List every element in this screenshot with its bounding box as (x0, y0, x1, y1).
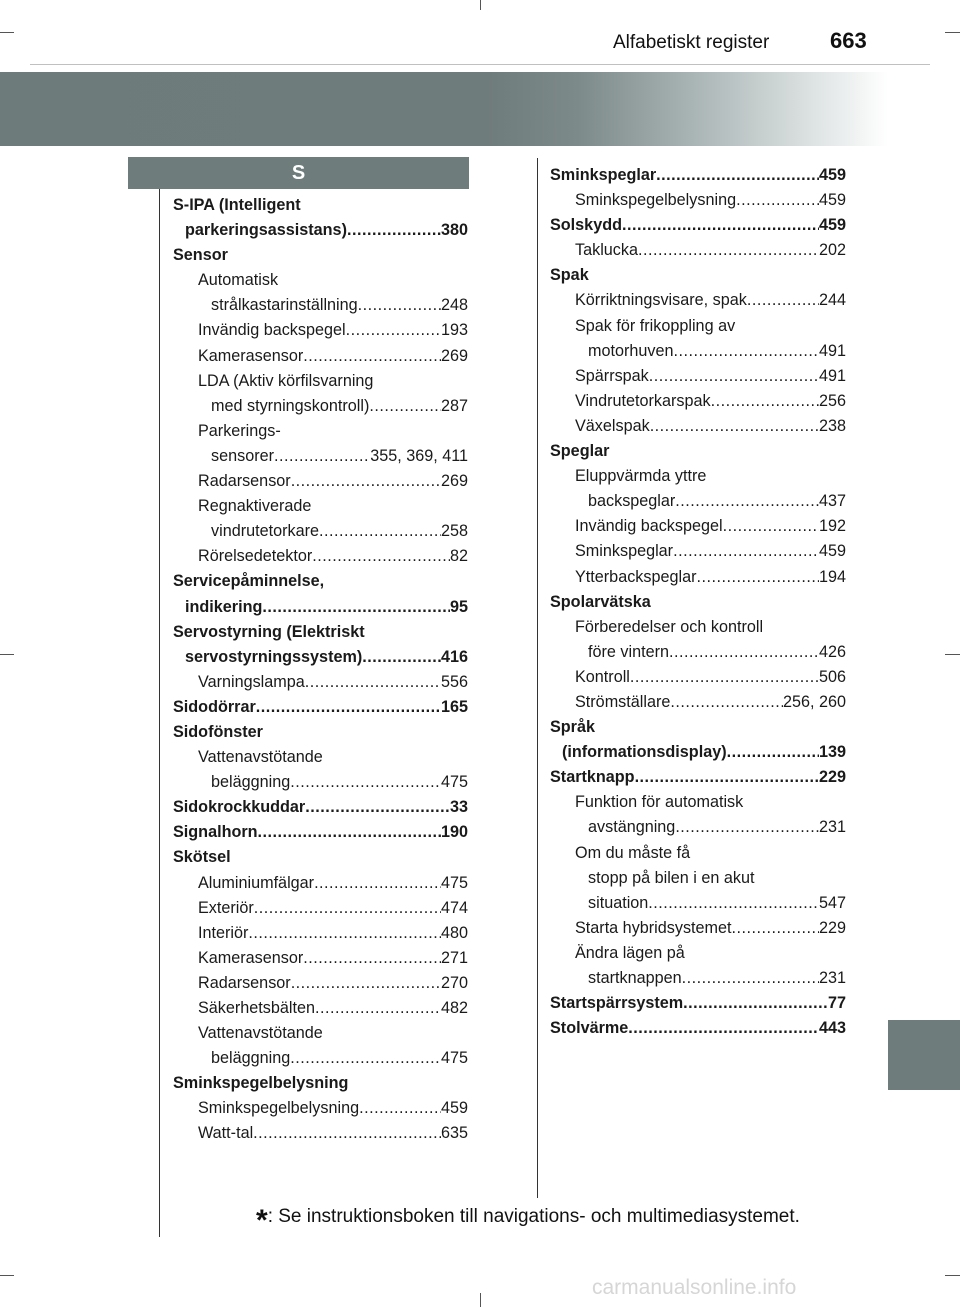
index-entry-leader (630, 665, 819, 690)
index-entry-leader (635, 765, 819, 790)
index-entry-page: 194 (818, 567, 846, 586)
index-entry-text: S-IPA (Intelligent (173, 196, 301, 214)
index-entry-text: startknappen (588, 969, 682, 987)
index-entry-text: indikering (185, 597, 263, 616)
index-entry (173, 519, 468, 544)
index-entry-leader (312, 544, 450, 569)
index-entry (173, 1096, 468, 1121)
index-entry (173, 795, 468, 820)
index-entry (173, 695, 468, 720)
index-entry (550, 414, 846, 439)
index-entry-page: 238 (818, 416, 846, 435)
index-entry-leader (675, 489, 819, 514)
index-entry (550, 665, 846, 690)
index-entry-leader (723, 514, 819, 539)
index-entry-text: Körriktningsvisare, spak (575, 291, 747, 310)
index-entry-leader (669, 640, 819, 665)
index-entry-page: 475 (440, 773, 468, 792)
index-entry-leader (305, 670, 441, 695)
index-entry-text: Skötsel (173, 848, 231, 867)
index-entry-leader (253, 1121, 441, 1146)
index-entry (173, 921, 468, 946)
index-entry-page: 355, 369, 411 (370, 446, 468, 465)
index-entry-text: Växelspak (575, 416, 650, 435)
index-entry-page: 547 (818, 893, 846, 912)
footnote-star: * (256, 1204, 268, 1237)
index-entry-page: 475 (440, 1049, 468, 1068)
index-entry-page: 139 (818, 743, 846, 762)
index-entry-text: Interiör (198, 923, 249, 942)
index-entry-page: 82 (449, 547, 468, 566)
index-entry (550, 690, 846, 715)
index-entry-text: Sidodörrar (173, 697, 256, 716)
index-entry-text: Startspärrsystem (550, 994, 684, 1013)
left-column-divider (159, 189, 160, 1237)
index-entry-text: Automatisk (198, 271, 279, 290)
index-entry (173, 344, 468, 369)
index-entry (173, 494, 468, 519)
footnote-text: : Se instruktionsboken till navigations- och multimediasystemet. (267, 1206, 800, 1227)
index-entry-leader (362, 645, 441, 670)
index-entry-leader (711, 389, 819, 414)
index-entry-leader (682, 966, 819, 991)
index-entry (550, 590, 846, 615)
index-entry-leader (673, 539, 819, 564)
index-entry-leader (291, 469, 441, 494)
index-entry-text: Radarsensor (198, 472, 291, 491)
index-entry-page: 491 (818, 366, 846, 385)
index-entry (173, 645, 468, 670)
index-entry (550, 238, 846, 263)
index-entry-text: LDA (Aktiv körfilsvarning (198, 371, 374, 390)
crop-mark (945, 32, 960, 33)
index-entry-text: Ytterbackspeglar (575, 567, 697, 586)
index-entry (173, 1071, 468, 1096)
index-entry-page: 33 (449, 798, 468, 817)
index-entry-page: 256, 260 (782, 692, 846, 711)
index-entry-text: Kamerasensor (198, 346, 304, 365)
index-entry (550, 1016, 846, 1041)
index-entry-text: beläggning (211, 773, 291, 792)
index-entry-page: 459 (818, 216, 846, 235)
index-entry (550, 866, 846, 891)
index-entry-text: Starta hybridsystemet (575, 918, 732, 937)
index-entry (173, 243, 468, 268)
index-entry-text: Invändig backspegel (198, 321, 346, 340)
index-entry-text: Sminkspegelbelysning (198, 1099, 360, 1118)
index-entry-text: Speglar (550, 442, 610, 461)
index-entry-text: backspeglar (588, 492, 676, 511)
index-entry-text: Exteriör (198, 898, 254, 917)
index-entry (173, 720, 468, 745)
index-entry (550, 389, 846, 414)
index-entry (173, 569, 468, 594)
index-entry-leader (369, 394, 441, 419)
index-entry (550, 715, 846, 740)
index-entry-text: Taklucka (575, 241, 638, 260)
index-entry-page: 459 (818, 191, 846, 210)
index-entry (173, 218, 468, 243)
crop-mark (945, 654, 960, 655)
watermark: carmanualsonline.info (592, 1276, 797, 1299)
index-entry-page: 229 (818, 768, 846, 787)
index-entry (550, 941, 846, 966)
index-entry-leader (622, 213, 819, 238)
index-entry-page: 77 (827, 994, 846, 1013)
index-entry-leader (696, 565, 819, 590)
index-entry (550, 565, 846, 590)
index-entry-leader (673, 339, 819, 364)
index-entry-text: Kamerasensor (198, 948, 304, 967)
index-entry (550, 464, 846, 489)
index-entry-leader (656, 163, 819, 188)
index-entry-text: vindrutetorkare (211, 522, 319, 541)
index-entry-text: Signalhorn (173, 823, 258, 842)
index-entry-page: 506 (818, 667, 846, 686)
index-side-tab (888, 1020, 960, 1090)
index-entry-page: 437 (818, 492, 846, 511)
index-entry (550, 364, 846, 389)
index-entry-text: Strömställare (575, 692, 671, 711)
index-entry-page: 475 (440, 873, 468, 892)
index-entry-leader (347, 218, 441, 243)
index-entry-leader (346, 318, 441, 343)
index-entry-text: Regnaktiverade (198, 497, 312, 516)
index-entry-leader (649, 364, 819, 389)
index-entry (173, 469, 468, 494)
index-entry-text: Sidofönster (173, 722, 263, 741)
index-entry-page: 231 (818, 969, 846, 987)
index-entry-leader (305, 795, 450, 820)
index-entry-leader (303, 946, 441, 971)
index-entry-text: situation (588, 893, 649, 912)
index-entry-leader (315, 996, 441, 1021)
index-entry-page: 202 (818, 241, 846, 260)
index-entry-leader (291, 971, 441, 996)
index-entry-page: 192 (818, 517, 846, 536)
index-entry (550, 263, 846, 288)
index-entry-leader (732, 916, 819, 941)
index-entry-text: Sidokrockkuddar (173, 798, 306, 817)
index-entry-leader (727, 740, 819, 765)
index-entry-leader (359, 1096, 441, 1121)
crop-mark (0, 654, 14, 655)
index-entry (550, 615, 846, 640)
index-entry (550, 514, 846, 539)
crop-mark (945, 1275, 960, 1276)
index-entry-text: Rörelsedetektor (198, 547, 313, 566)
index-entry (550, 841, 846, 866)
index-entry-text: (informationsdisplay) (562, 743, 727, 762)
index-entry-text: Servostyrning (Elektriskt (173, 622, 365, 641)
index-entry-text: Watt-tal (198, 1124, 254, 1143)
index-entry-text: servostyrningssystem) (185, 647, 363, 666)
index-entry (173, 871, 468, 896)
index-entry-page: 287 (440, 396, 468, 415)
center-column-divider (537, 158, 538, 1198)
index-entry-text: Spak för frikoppling av (575, 316, 736, 335)
index-entry (550, 489, 846, 514)
index-entry-leader (290, 1046, 441, 1071)
index-entry-leader (319, 519, 441, 544)
index-entry-text: Spolarvätska (550, 592, 651, 611)
index-entry (550, 439, 846, 464)
index-entry (173, 770, 468, 795)
index-entry-page: 416 (440, 647, 468, 666)
index-entry (173, 193, 468, 218)
index-entry (173, 745, 468, 770)
index-entry-leader (248, 921, 441, 946)
index-entry-page: 269 (440, 346, 468, 365)
index-entry (550, 539, 846, 564)
index-entry-page: 95 (449, 597, 468, 616)
index-entry (173, 544, 468, 569)
index-entry-text: stopp på bilen i en akut (588, 868, 755, 887)
index-entry (550, 188, 846, 213)
index-entry-page: 480 (440, 923, 468, 942)
index-entry-leader (256, 695, 441, 720)
index-entry-text: Parkerings- (198, 421, 281, 440)
index-entry-page: 190 (440, 823, 468, 842)
index-entry (550, 790, 846, 815)
index-entry-text: Sminkspegelbelysning (173, 1074, 349, 1093)
index-entry-page: 231 (818, 818, 846, 837)
index-entry (550, 640, 846, 665)
index-entry-text: Ändra lägen på (575, 943, 685, 962)
index-entry (550, 339, 846, 364)
index-entry (550, 966, 846, 991)
index-entry-text: Sminkspegelbelysning (575, 191, 737, 210)
index-entry (173, 896, 468, 921)
index-entry-page: 459 (818, 166, 846, 184)
index-entry-text: Funktion för automatisk (575, 793, 744, 812)
crop-mark (0, 32, 14, 33)
index-entry-text: med styrningskontroll) (211, 396, 370, 415)
index-entry (173, 946, 468, 971)
index-entry-page: 244 (818, 291, 846, 310)
section-letter-bar: S (128, 157, 469, 189)
index-entry-text: Om du måste få (575, 843, 691, 862)
crop-mark (0, 1275, 14, 1276)
index-entry-text: Förberedelser och kontroll (575, 617, 764, 636)
page-number: 663 (830, 28, 867, 53)
index-entry-text: Sminkspeglar (550, 166, 657, 184)
index-entry-leader (258, 820, 441, 845)
index-entry-leader (638, 238, 819, 263)
page-header-title: Alfabetiskt register (613, 32, 770, 53)
index-entry-text: Sminkspeglar (575, 542, 674, 561)
index-entry-leader (290, 770, 441, 795)
index-entry-page: 556 (440, 672, 468, 691)
index-entry (550, 288, 846, 313)
index-entry-page: 491 (818, 341, 846, 360)
index-entry-leader (628, 1016, 819, 1041)
header-rule (30, 64, 930, 65)
index-entry-leader (303, 344, 441, 369)
index-entry (173, 268, 468, 293)
index-entry-page: 380 (440, 221, 468, 240)
index-entry-leader (274, 444, 370, 469)
index-entry (173, 293, 468, 318)
index-column-left (173, 193, 468, 1147)
index-entry-text: Vattenavstötande (198, 748, 323, 767)
index-entry (173, 419, 468, 444)
index-entry-page: 459 (818, 542, 846, 561)
index-entry-text: Sensor (173, 246, 228, 265)
index-entry-leader (262, 595, 450, 620)
index-entry-text: Startknapp (550, 768, 635, 787)
index-entry-text: strålkastarinställning (211, 296, 358, 315)
index-entry-page: 482 (440, 999, 468, 1017)
index-entry-text: parkeringsassistans) (185, 221, 347, 240)
index-entry (550, 163, 846, 188)
index-entry (173, 369, 468, 394)
index-entry-page: 229 (818, 918, 846, 937)
index-entry-leader (670, 690, 783, 715)
index-entry-text: Solskydd (550, 216, 622, 235)
index-entry-text: Kontroll (575, 667, 630, 686)
index-entry-text: Spak (550, 266, 589, 285)
index-entry-text: motorhuven (588, 341, 674, 360)
index-entry (173, 845, 468, 870)
index-entry-text: Spärrspak (575, 366, 649, 385)
crop-mark (480, 1293, 481, 1307)
index-entry (173, 318, 468, 343)
index-entry-page: 459 (440, 1099, 468, 1118)
index-entry-leader (358, 293, 441, 318)
index-entry (550, 765, 846, 790)
index-entry-page: 426 (818, 642, 846, 661)
index-entry-text: Språk (550, 718, 595, 737)
index-entry-text: Aluminiumfälgar (198, 873, 315, 892)
index-entry-page: 269 (440, 472, 468, 491)
index-entry-page: 270 (440, 973, 468, 992)
index-entry-page: 193 (440, 321, 468, 340)
index-column-right (550, 163, 846, 1041)
index-entry (173, 971, 468, 996)
index-entry-text: Varningslampa (198, 672, 305, 691)
index-entry (173, 1021, 468, 1046)
index-entry (550, 740, 846, 765)
index-entry-leader (736, 188, 819, 213)
index-entry-leader (747, 288, 819, 313)
index-entry-text: Servicepåminnelse, (173, 572, 325, 591)
index-entry (173, 670, 468, 695)
index-entry-leader (314, 871, 441, 896)
index-entry-page: 258 (440, 522, 468, 541)
index-entry-leader (648, 891, 819, 916)
index-entry-text: avstängning (588, 818, 676, 837)
index-entry (173, 1046, 468, 1071)
index-entry-page: 271 (440, 948, 468, 967)
index-entry-page: 165 (440, 697, 468, 716)
index-entry-text: Eluppvärmda yttre (575, 467, 707, 486)
index-entry (173, 1121, 468, 1146)
index-entry-page: 474 (440, 898, 468, 917)
index-entry-text: Invändig backspegel (575, 517, 723, 536)
index-entry (550, 815, 846, 840)
index-entry-text: Radarsensor (198, 973, 291, 992)
index-entry (173, 620, 468, 645)
index-entry-leader (675, 815, 819, 840)
index-entry-text: Vindrutetorkarspak (575, 391, 711, 410)
index-entry (550, 916, 846, 941)
index-entry (173, 394, 468, 419)
header-banner (0, 72, 888, 146)
index-entry-leader (683, 991, 828, 1016)
index-entry-text: Säkerhetsbälten (198, 999, 315, 1017)
index-entry (173, 444, 468, 469)
index-entry (550, 991, 846, 1016)
crop-mark (480, 0, 481, 10)
index-entry-leader (650, 414, 819, 439)
index-entry (550, 891, 846, 916)
index-entry-text: Stolvärme (550, 1019, 629, 1038)
index-entry-text: Vattenavstötande (198, 1024, 323, 1043)
index-entry-text: före vintern (588, 642, 669, 661)
index-entry (173, 820, 468, 845)
index-entry-leader (254, 896, 441, 921)
index-entry-page: 256 (818, 391, 846, 410)
index-entry-text: beläggning (211, 1049, 291, 1068)
index-entry-page: 635 (440, 1124, 468, 1143)
index-entry (550, 213, 846, 238)
index-entry-page: 443 (818, 1019, 846, 1038)
index-entry (173, 996, 468, 1021)
index-entry-text: sensorer (211, 446, 274, 465)
footnote (256, 1204, 800, 1238)
index-entry (173, 595, 468, 620)
index-entry (550, 314, 846, 339)
index-entry-page: 248 (440, 296, 468, 315)
